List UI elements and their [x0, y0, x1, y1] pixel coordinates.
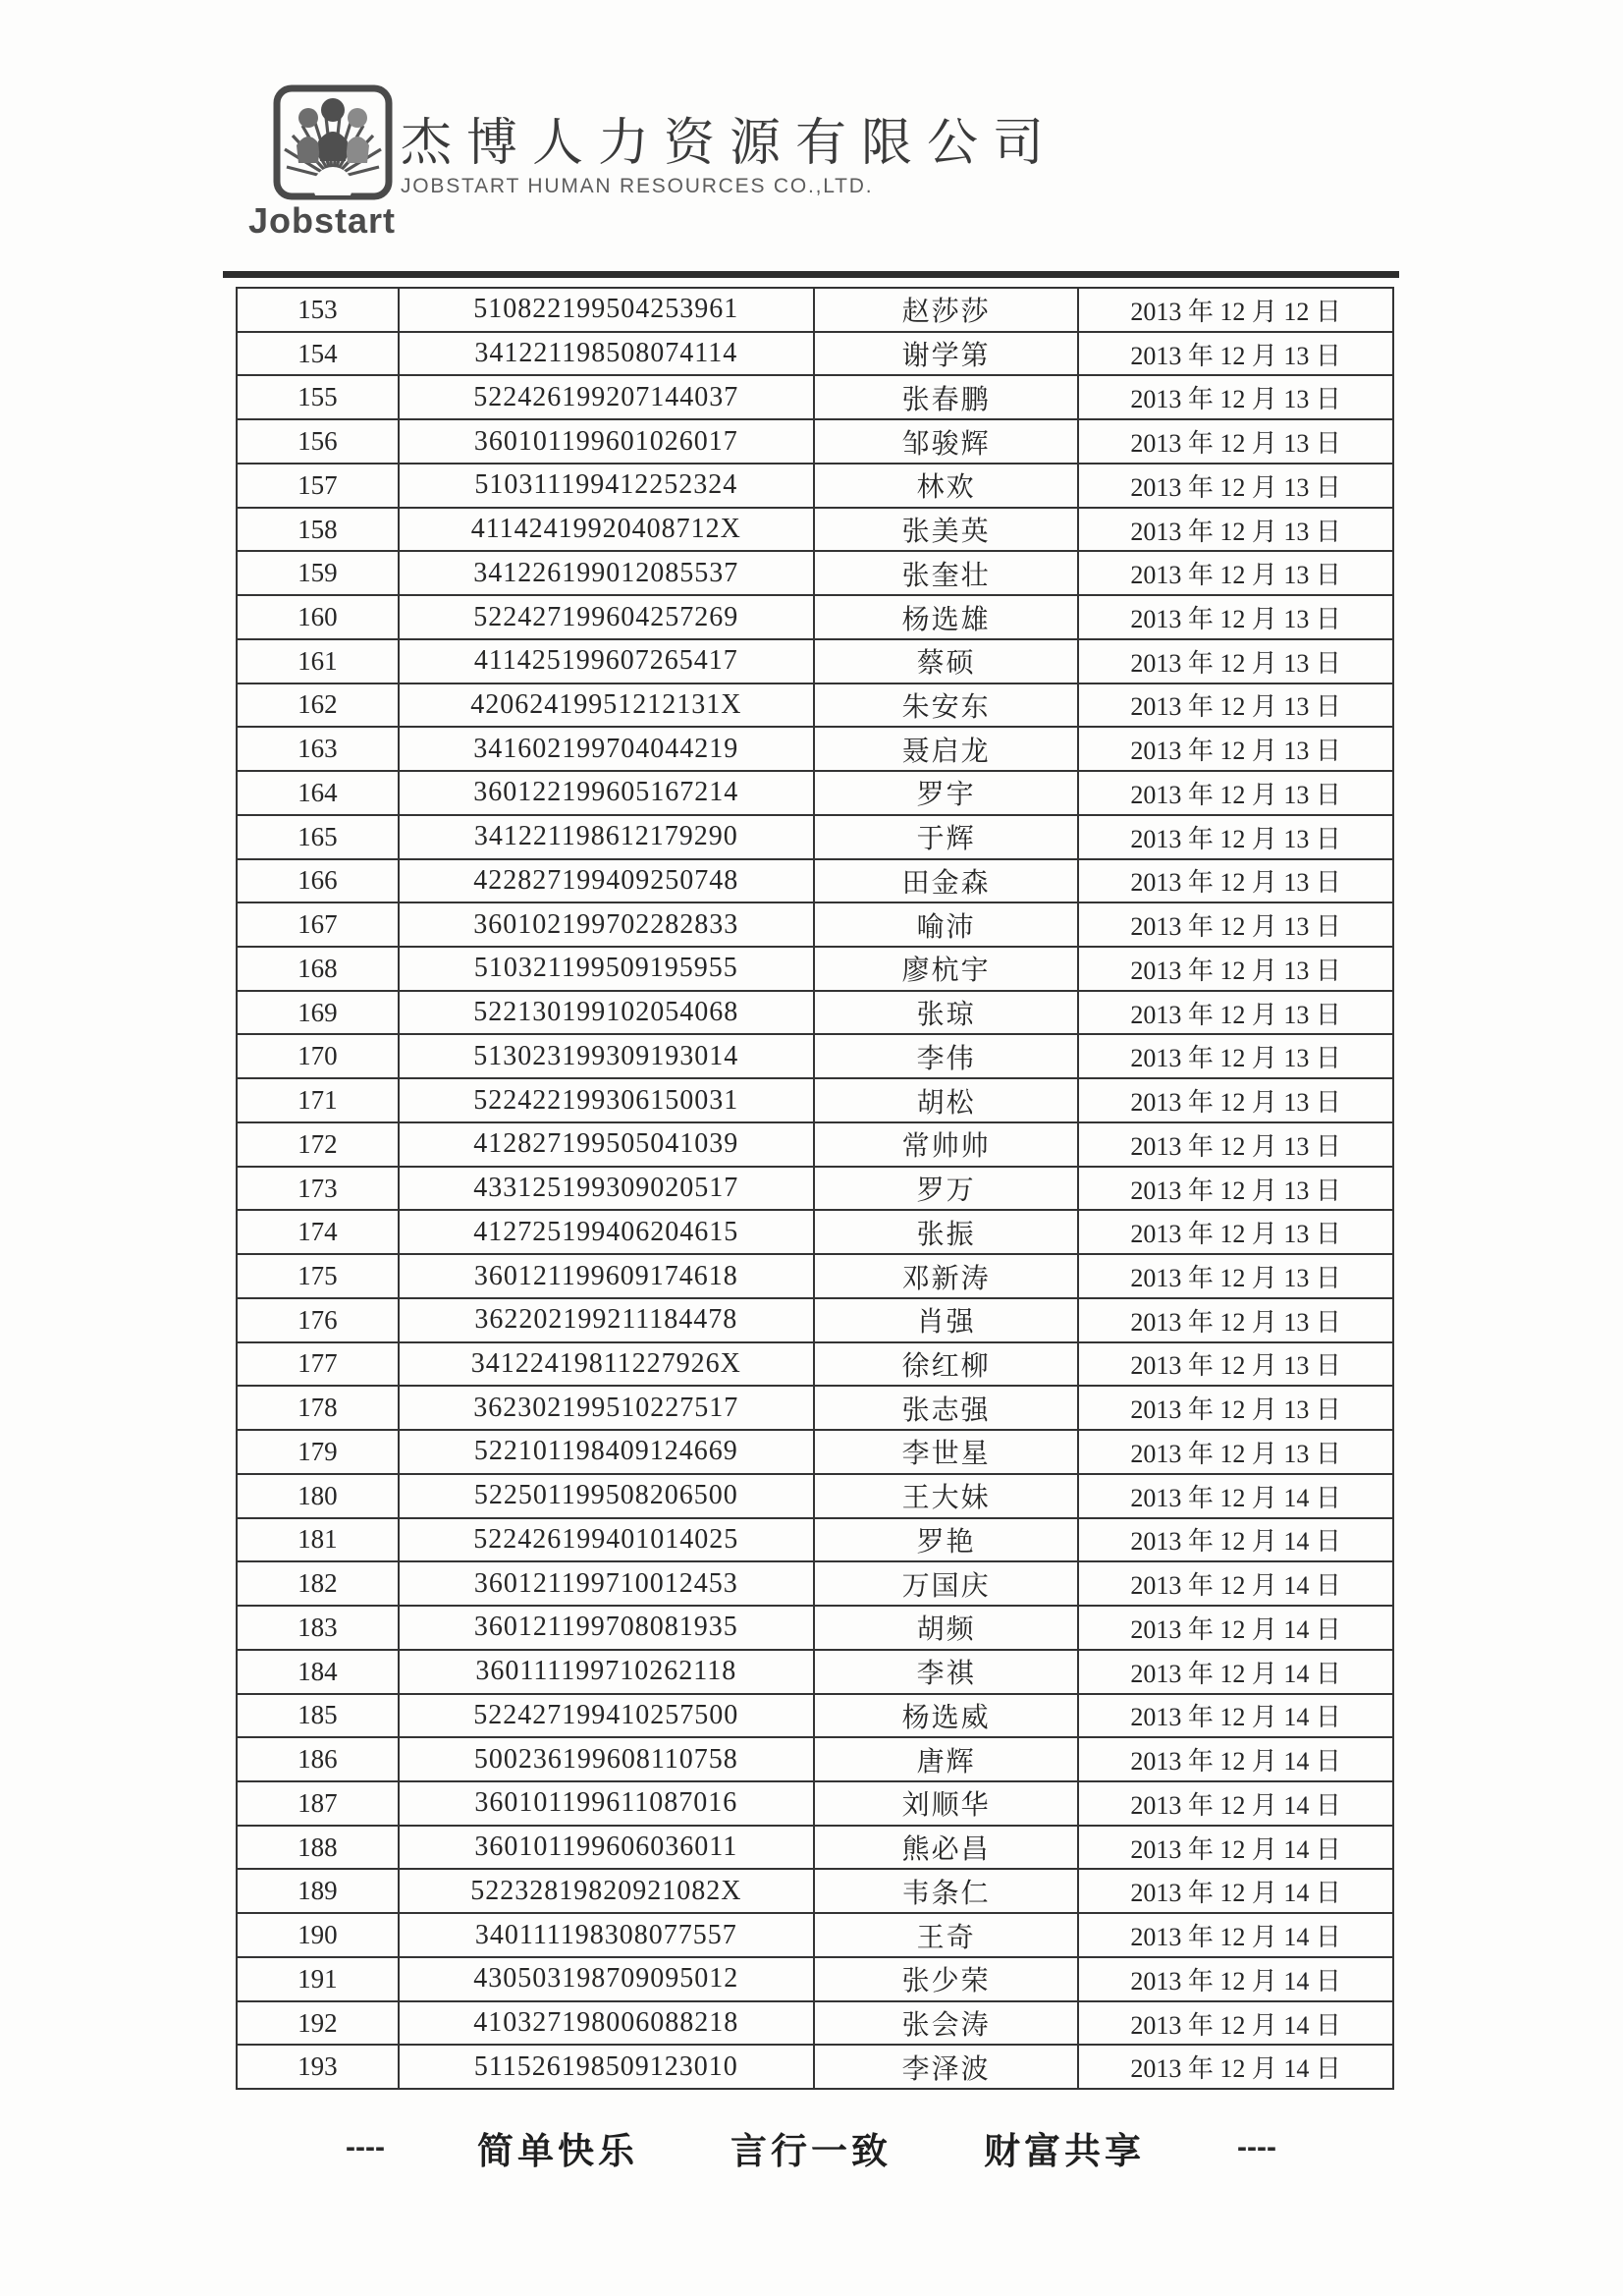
id-number-cell: 362202199211184478: [400, 1299, 815, 1341]
company-name-en: JOBSTART HUMAN RESOURCES CO.,LTD.: [401, 175, 874, 198]
row-number-cell: 157: [238, 465, 400, 507]
id-number-cell: 522501199508206500: [400, 1475, 815, 1517]
row-number-cell: 179: [238, 1431, 400, 1473]
id-number-cell: 52232819820921082X: [400, 1870, 815, 1912]
table-row: [238, 1695, 1392, 1739]
table-row: [238, 1168, 1392, 1212]
table-row: [238, 1562, 1392, 1607]
name-cell: 常帅帅: [815, 1123, 1079, 1166]
date-cell: 2013 年 12 月 14 日: [1130, 1703, 1341, 1732]
table-row: [238, 772, 1392, 816]
id-number-cell: 360111199710262118: [400, 1651, 815, 1693]
name-cell: 林欢: [815, 465, 1079, 507]
id-number-cell: 360102199702282833: [400, 903, 815, 946]
row-number-cell: 183: [238, 1607, 400, 1649]
name-cell: 蔡硕: [815, 640, 1079, 683]
table-row: [238, 1079, 1392, 1123]
name-cell: 邓新涛: [815, 1255, 1079, 1297]
name-cell: 于辉: [815, 816, 1079, 858]
date-cell: 2013 年 12 月 14 日: [1130, 1923, 1341, 1952]
date-cell: 2013 年 12 月 13 日: [1130, 1131, 1341, 1161]
date-cell: 2013 年 12 月 13 日: [1130, 824, 1341, 853]
date-cell: 2013 年 12 月 14 日: [1130, 1483, 1341, 1512]
id-number-cell: 411425199607265417: [400, 640, 815, 683]
row-number-cell: 188: [238, 1827, 400, 1869]
row-number-cell: 186: [238, 1738, 400, 1780]
table-row: [238, 1431, 1392, 1475]
motto-share-wealth: 财富共享: [984, 2132, 1146, 2172]
table-row: [238, 1782, 1392, 1827]
table-row: [238, 1738, 1392, 1782]
date-cell: 2013 年 12 月 13 日: [1130, 1088, 1341, 1118]
row-number-cell: 156: [238, 420, 400, 463]
id-number-cell: 360122199605167214: [400, 772, 815, 814]
company-header: [401, 116, 1058, 198]
id-number-cell: 433125199309020517: [400, 1168, 815, 1210]
motto-words-match-deeds: 言行一致: [730, 2132, 892, 2172]
date-cell: 2013 年 12 月 14 日: [1130, 2010, 1341, 2040]
name-cell: 杨选威: [815, 1695, 1079, 1737]
row-number-cell: 164: [238, 772, 400, 814]
id-number-cell: 360121199708081935: [400, 1607, 815, 1649]
table-row: [238, 1827, 1392, 1871]
row-number-cell: 159: [238, 552, 400, 594]
table-row: [238, 596, 1392, 640]
name-cell: 喻沛: [815, 903, 1079, 946]
logo-wordmark: Jobstart: [247, 200, 397, 241]
table-row: [238, 860, 1392, 904]
name-cell: 李世星: [815, 1431, 1079, 1473]
id-number-cell: 410327198006088218: [400, 2002, 815, 2045]
id-number-cell: 362302199510227517: [400, 1387, 815, 1429]
date-cell: 2013 年 12 月 13 日: [1130, 1220, 1341, 1249]
date-cell: 2013 年 12 月 14 日: [1130, 1614, 1341, 1644]
table-row: [238, 1387, 1392, 1431]
date-cell: 2013 年 12 月 14 日: [1130, 1659, 1341, 1688]
row-number-cell: 176: [238, 1299, 400, 1341]
id-number-cell: 500236199608110758: [400, 1738, 815, 1780]
table-row: [238, 1651, 1392, 1695]
row-number-cell: 158: [238, 509, 400, 551]
id-number-cell: 510321199509195955: [400, 948, 815, 990]
table-row: [238, 1607, 1392, 1651]
row-number-cell: 175: [238, 1255, 400, 1297]
id-number-cell: 422827199409250748: [400, 860, 815, 902]
table-row: [238, 728, 1392, 772]
motto-right-dashes: ----: [1237, 2131, 1276, 2163]
row-number-cell: 184: [238, 1651, 400, 1693]
row-number-cell: 165: [238, 816, 400, 858]
id-number-cell: 522427199604257269: [400, 596, 815, 638]
name-cell: 胡松: [815, 1079, 1079, 1121]
name-cell: 李泽波: [815, 2046, 1079, 2088]
name-cell: 王大妹: [815, 1475, 1079, 1517]
id-number-cell: 341602199704044219: [400, 728, 815, 770]
id-number-cell: 42062419951212131X: [400, 684, 815, 727]
table-row: [238, 1123, 1392, 1168]
date-cell: 2013 年 12 月 13 日: [1130, 1264, 1341, 1293]
row-number-cell: 166: [238, 860, 400, 902]
row-number-cell: 178: [238, 1387, 400, 1429]
row-number-cell: 192: [238, 2002, 400, 2045]
name-cell: 张春鹏: [815, 376, 1079, 418]
row-number-cell: 191: [238, 1958, 400, 2000]
name-cell: 张琼: [815, 992, 1079, 1034]
table-row: [238, 2002, 1392, 2047]
date-cell: 2013 年 12 月 13 日: [1130, 912, 1341, 942]
table-row: [238, 1299, 1392, 1343]
name-cell: 杨选雄: [815, 596, 1079, 638]
table-row: [238, 420, 1392, 465]
id-number-cell: 511526198509123010: [400, 2046, 815, 2088]
name-cell: 胡频: [815, 1607, 1079, 1649]
date-cell: 2013 年 12 月 14 日: [1130, 1571, 1341, 1601]
name-cell: 廖杭宇: [815, 948, 1079, 990]
name-cell: 万国庆: [815, 1562, 1079, 1605]
row-number-cell: 155: [238, 376, 400, 418]
date-cell: 2013 年 12 月 14 日: [1130, 1834, 1341, 1864]
row-number-cell: 190: [238, 1914, 400, 1956]
table-row: [238, 1958, 1392, 2002]
id-number-cell: 522101198409124669: [400, 1431, 815, 1473]
row-number-cell: 193: [238, 2046, 400, 2088]
id-number-cell: 522426199207144037: [400, 376, 815, 418]
row-number-cell: 170: [238, 1035, 400, 1077]
date-cell: 2013 年 12 月 13 日: [1130, 737, 1341, 766]
id-number-cell: 430503198709095012: [400, 1958, 815, 2000]
id-number-cell: 522130199102054068: [400, 992, 815, 1034]
row-number-cell: 153: [238, 289, 400, 331]
name-cell: 唐辉: [815, 1738, 1079, 1780]
name-cell: 张少荣: [815, 1958, 1079, 2000]
date-cell: 2013 年 12 月 13 日: [1130, 1175, 1341, 1205]
date-cell: 2013 年 12 月 13 日: [1130, 868, 1341, 898]
row-number-cell: 189: [238, 1870, 400, 1912]
date-cell: 2013 年 12 月 13 日: [1130, 341, 1341, 370]
table-row: [238, 948, 1392, 992]
id-number-cell: 513023199309193014: [400, 1035, 815, 1077]
date-cell: 2013 年 12 月 13 日: [1130, 1307, 1341, 1337]
date-cell: 2013 年 12 月 14 日: [1130, 1527, 1341, 1557]
id-number-cell: 360101199606036011: [400, 1827, 815, 1869]
id-number-cell: 360121199609174618: [400, 1255, 815, 1297]
id-number-cell: 522427199410257500: [400, 1695, 815, 1737]
table-row: [238, 1914, 1392, 1958]
name-cell: 罗宇: [815, 772, 1079, 814]
table-row: [238, 684, 1392, 729]
row-number-cell: 167: [238, 903, 400, 946]
name-cell: 韦条仁: [815, 1870, 1079, 1912]
name-cell: 肖强: [815, 1299, 1079, 1341]
date-cell: 2013 年 12 月 13 日: [1130, 561, 1341, 590]
name-cell: 刘顺华: [815, 1782, 1079, 1825]
table-row: [238, 1035, 1392, 1079]
name-cell: 谢学第: [815, 333, 1079, 375]
name-cell: 邹骏辉: [815, 420, 1079, 463]
row-number-cell: 162: [238, 684, 400, 727]
id-number-cell: 510311199412252324: [400, 465, 815, 507]
company-name-cn: 杰博人力资源有限公司: [401, 116, 1059, 172]
row-number-cell: 185: [238, 1695, 400, 1737]
name-cell: 罗万: [815, 1168, 1079, 1210]
date-cell: 2013 年 12 月 13 日: [1130, 1000, 1341, 1029]
id-number-cell: 360101199601026017: [400, 420, 815, 463]
name-cell: 朱安东: [815, 684, 1079, 727]
table-row: [238, 1475, 1392, 1519]
date-cell: 2013 年 12 月 14 日: [1130, 1879, 1341, 1908]
row-number-cell: 168: [238, 948, 400, 990]
table-row: [238, 1211, 1392, 1255]
id-number-cell: 522426199401014025: [400, 1519, 815, 1561]
date-cell: 2013 年 12 月 13 日: [1130, 1351, 1341, 1381]
name-cell: 张振: [815, 1211, 1079, 1253]
name-cell: 赵莎莎: [815, 289, 1079, 331]
name-cell: 李伟: [815, 1035, 1079, 1077]
id-number-cell: 341221198612179290: [400, 816, 815, 858]
table-row: [238, 1255, 1392, 1299]
id-number-cell: 360121199710012453: [400, 1562, 815, 1605]
row-number-cell: 161: [238, 640, 400, 683]
table-row: [238, 1343, 1392, 1388]
footer-motto: [346, 2121, 1276, 2174]
date-cell: 2013 年 12 月 14 日: [1130, 1747, 1341, 1777]
table-row: [238, 640, 1392, 684]
table-row: [238, 816, 1392, 860]
jobstart-logo-icon: [273, 84, 393, 200]
date-cell: 2013 年 12 月 13 日: [1130, 517, 1341, 546]
table-row: [238, 1519, 1392, 1563]
table-row: [238, 289, 1392, 333]
date-cell: 2013 年 12 月 13 日: [1130, 429, 1341, 459]
header-divider-rule: [223, 271, 1399, 278]
date-cell: 2013 年 12 月 13 日: [1130, 956, 1341, 985]
name-cell: 李祺: [815, 1651, 1079, 1693]
date-cell: 2013 年 12 月 13 日: [1130, 692, 1341, 722]
row-number-cell: 187: [238, 1782, 400, 1825]
row-number-cell: 154: [238, 333, 400, 375]
date-cell: 2013 年 12 月 13 日: [1130, 1439, 1341, 1468]
date-cell: 2013 年 12 月 13 日: [1130, 472, 1341, 502]
name-cell: 田金森: [815, 860, 1079, 902]
date-cell: 2013 年 12 月 12 日: [1130, 297, 1341, 326]
name-cell: 熊必昌: [815, 1827, 1079, 1869]
row-number-cell: 181: [238, 1519, 400, 1561]
motto-simple-happy: 简单快乐: [476, 2132, 638, 2172]
date-cell: 2013 年 12 月 14 日: [1130, 2054, 1341, 2084]
id-number-cell: 522422199306150031: [400, 1079, 815, 1121]
date-cell: 2013 年 12 月 13 日: [1130, 780, 1341, 809]
row-number-cell: 169: [238, 992, 400, 1034]
row-number-cell: 172: [238, 1123, 400, 1166]
date-cell: 2013 年 12 月 13 日: [1130, 385, 1341, 414]
table-row: [238, 509, 1392, 553]
date-cell: 2013 年 12 月 14 日: [1130, 1790, 1341, 1820]
name-cell: 张会涛: [815, 2002, 1079, 2045]
table-row: [238, 333, 1392, 377]
table-row: [238, 2046, 1392, 2088]
date-cell: 2013 年 12 月 13 日: [1130, 605, 1341, 633]
table-row: [238, 1870, 1392, 1914]
id-number-cell: 41142419920408712X: [400, 509, 815, 551]
id-number-cell: 412827199505041039: [400, 1123, 815, 1166]
roster-table: [236, 287, 1394, 2090]
table-row: [238, 376, 1392, 420]
name-cell: 张奎壮: [815, 552, 1079, 594]
company-logo-block: [247, 84, 397, 242]
name-cell: 徐红柳: [815, 1343, 1079, 1386]
id-number-cell: 34122419811227926X: [400, 1343, 815, 1386]
row-number-cell: 171: [238, 1079, 400, 1121]
table-row: [238, 552, 1392, 596]
id-number-cell: 340111198308077557: [400, 1914, 815, 1956]
motto-left-dashes: ----: [346, 2131, 385, 2163]
date-cell: 2013 年 12 月 13 日: [1130, 648, 1341, 678]
row-number-cell: 174: [238, 1211, 400, 1253]
row-number-cell: 180: [238, 1475, 400, 1517]
row-number-cell: 182: [238, 1562, 400, 1605]
row-number-cell: 163: [238, 728, 400, 770]
name-cell: 聂启龙: [815, 728, 1079, 770]
row-number-cell: 177: [238, 1343, 400, 1386]
name-cell: 罗艳: [815, 1519, 1079, 1561]
id-number-cell: 412725199406204615: [400, 1211, 815, 1253]
name-cell: 张志强: [815, 1387, 1079, 1429]
id-number-cell: 341221198508074114: [400, 333, 815, 375]
id-number-cell: 510822199504253961: [400, 289, 815, 331]
row-number-cell: 160: [238, 596, 400, 638]
date-cell: 2013 年 12 月 13 日: [1130, 1044, 1341, 1073]
name-cell: 张美英: [815, 509, 1079, 551]
id-number-cell: 360101199611087016: [400, 1782, 815, 1825]
date-cell: 2013 年 12 月 13 日: [1130, 1395, 1341, 1425]
name-cell: 王奇: [815, 1914, 1079, 1956]
date-cell: 2013 年 12 月 14 日: [1130, 1966, 1341, 1995]
table-row: [238, 465, 1392, 509]
table-row: [238, 992, 1392, 1036]
row-number-cell: 173: [238, 1168, 400, 1210]
id-number-cell: 341226199012085537: [400, 552, 815, 594]
table-row: [238, 903, 1392, 948]
